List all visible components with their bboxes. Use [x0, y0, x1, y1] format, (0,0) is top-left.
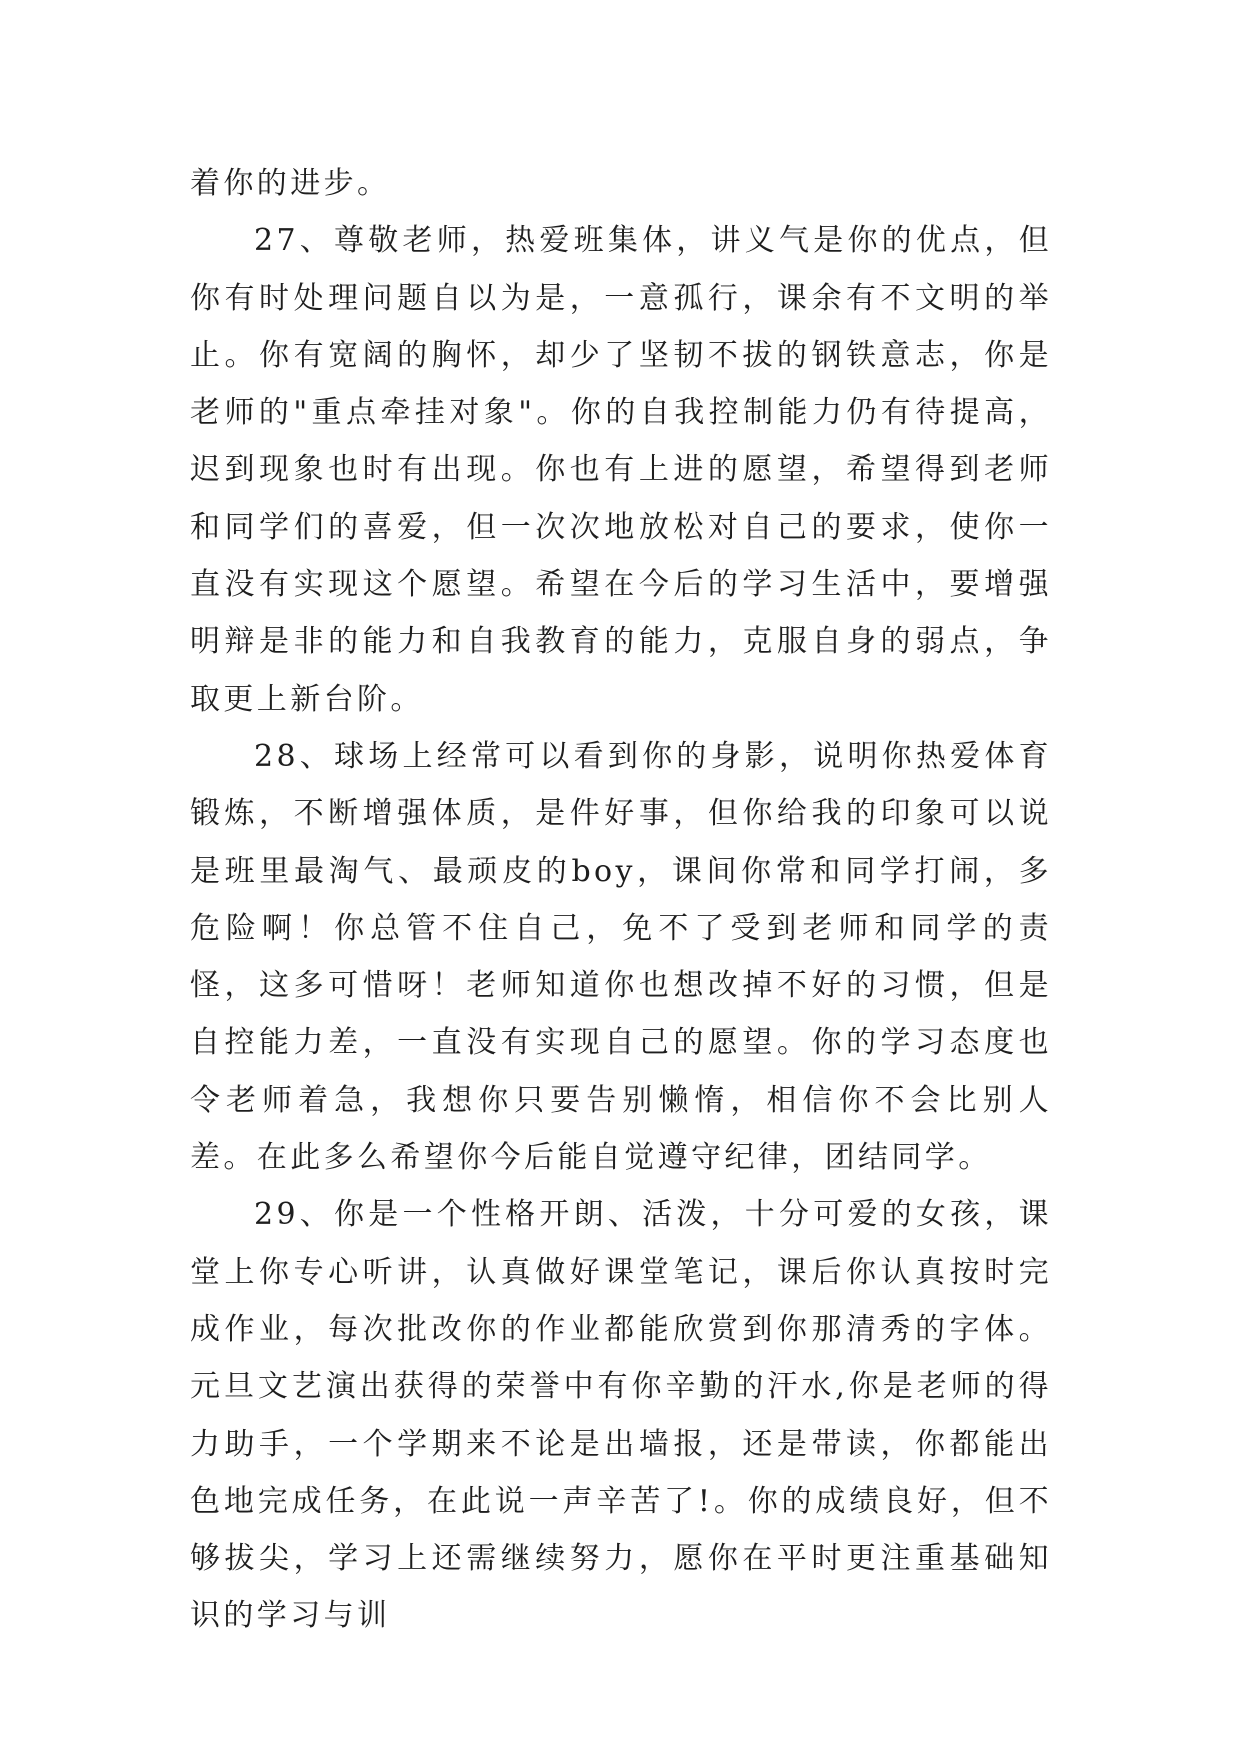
paragraph-comment-29: 29、你是一个性格开朗、活泼，十分可爱的女孩，课堂上你专心听讲，认真做好课堂笔记，课后你认真按时完成作业，每次批改你的作业都能欣赏到你那清秀的字体。元旦文艺演出获得的荣誉中有你辛勤的汗水,你是老师的得力助手，一个学期来不论是出墙报，还是带读，你都能出色地完成任务，在此说一声辛苦了!。你的成绩良好，但不够拔尖，学习上还需继续努力，愿你在平时更注重基础知识的学习与训 — [190, 1197, 1052, 1634]
document-body — [190, 155, 1052, 1645]
paragraph-comment-27: 27、尊敬老师，热爱班集体，讲义气是你的优点，但你有时处理问题自以为是，一意孤行，课余有不文明的举止。你有宽阔的胸怀，却少了坚韧不拔的钢铁意志，你是老师的"重点牵挂对象"。你的自我控制能力仍有待提高，迟到现象也时有出现。你也有上进的愿望，希望得到老师和同学们的喜爱，但一次次地放松对自己的要求，使你一直没有实现这个愿望。希望在今后的学习生活中，要增强明辩是非的能力和自我教育的能力，克服自身的弱点，争取更上新台阶。 — [190, 223, 1052, 717]
paragraph-comment-28: 28、球场上经常可以看到你的身影，说明你热爱体育锻炼，不断增强体质，是件好事，但你给我的印象可以说是班里最淘气、最顽皮的boy，课间你常和同学打闹，多危险啊！你总管不住自己，免不了受到老师和同学的责怪，这多可惜呀！老师知道你也想改掉不好的习惯，但是自控能力差，一直没有实现自己的愿望。你的学习态度也令老师着急，我想你只要告别懒惰，相信你不会比别人差。在此多么希望你今后能自觉遵守纪律，团结同学。 — [190, 738, 1052, 1176]
paragraph-continuation: 着你的进步。 — [190, 166, 391, 201]
